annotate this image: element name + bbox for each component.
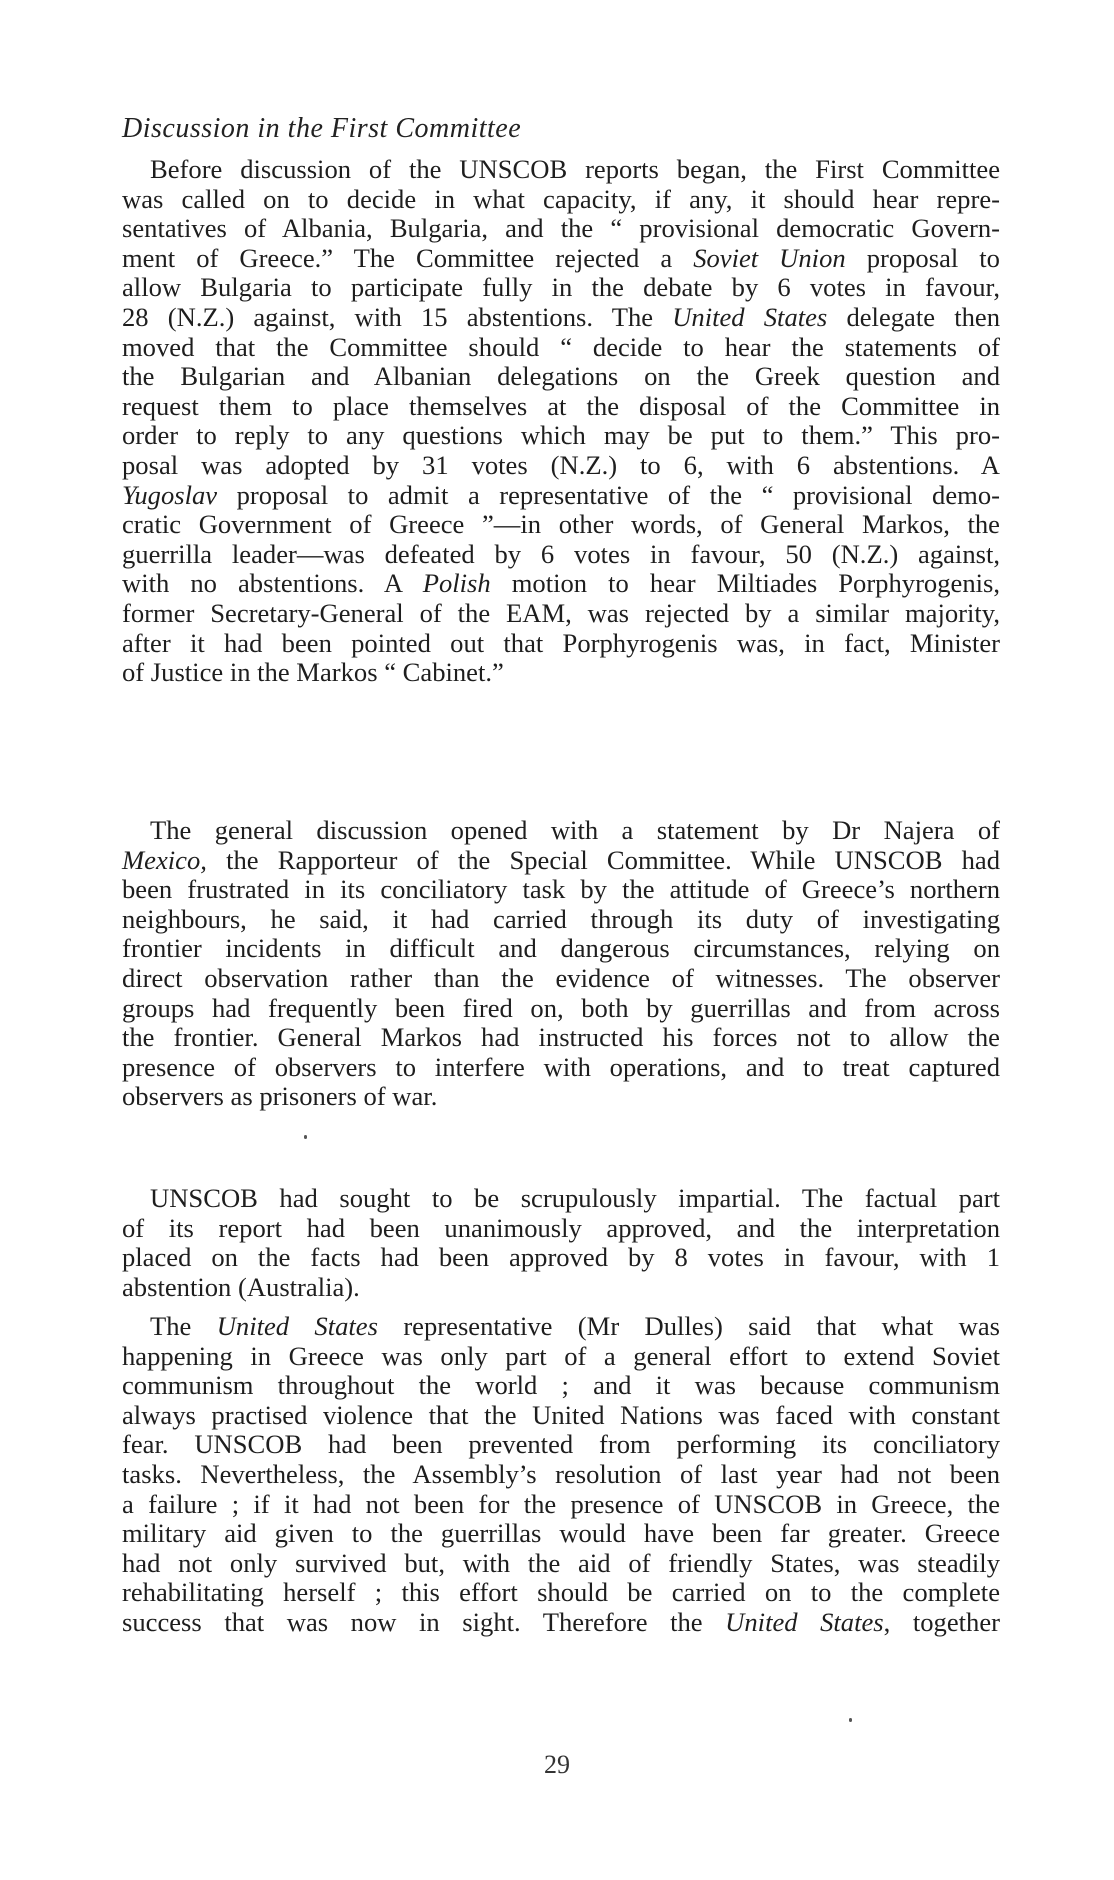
text-line: happening in Greece was only part of a general effort to extend Soviet (122, 1340, 1000, 1371)
text-line: the frontier. General Markos had instructed his forces not to allow the (122, 1022, 1000, 1053)
text-line: The general discussion opened with a statement by Dr Najera of (150, 815, 1000, 845)
text-line: communism throughout the world ; and it was because communism (122, 1370, 1000, 1401)
text-line: UNSCOB had sought to be scrupulously impartial. The factual part (150, 1183, 1000, 1213)
text-line: posal was adopted by 31 votes (N.Z.) to 6, with 6 abstentions. A (122, 449, 1000, 480)
paragraph-3 (122, 1184, 1000, 1302)
paragraph-1 (122, 155, 1000, 688)
text-line: presence of observers to interfere with operations, and to treat captured (122, 1051, 1000, 1082)
text-line: after it had been pointed out that Porphyrogenis was, in fact, Minister (122, 627, 1000, 658)
text-line: Yugoslav proposal to admit a representative of the “ provisional demo- (122, 479, 1000, 510)
text-line: direct observation rather than the evidence of witnesses. The observer (122, 962, 1000, 993)
text-line: had not only survived but, with the aid of friendly States, was steadily (122, 1547, 1000, 1578)
text-line: request them to place themselves at the disposal of the Committee in (122, 390, 1000, 421)
text-line: frontier incidents in difficult and dangerous circumstances, relying on (122, 933, 1000, 964)
text-line: of Justice in the Markos “ Cabinet.” (122, 657, 504, 688)
page-number: 29 (544, 1750, 570, 1779)
text-line: cratic Government of Greece ”—in other words, of General Markos, the (122, 509, 1000, 540)
text-line: observers as prisoners of war. (122, 1081, 438, 1112)
text-line: groups had frequently been fired on, both by guerrillas and from across (122, 992, 1000, 1023)
text-line: fear. UNSCOB had been prevented from performing its conciliatory (122, 1429, 1000, 1460)
text-line: 28 (N.Z.) against, with 15 abstentions. The United States delegate then (122, 301, 1000, 332)
text-line: placed on the facts had been approved by 8 votes in favour, with 1 (122, 1242, 1000, 1273)
text-line: ment of Greece.” The Committee rejected a Soviet Union proposal to (122, 242, 1000, 273)
text-line: tasks. Nevertheless, the Assembly’s resolution of last year had not been (122, 1458, 1000, 1489)
text-line: former Secretary-General of the EAM, was rejected by a similar majority, (122, 597, 1000, 628)
text-line: success that was now in sight. Therefore the United States, together (122, 1606, 1000, 1637)
paragraph-2 (122, 816, 1000, 1112)
text-line: guerrilla leader—was defeated by 6 votes in favour, 50 (N.Z.) against, (122, 538, 1000, 569)
text-line: The United States representative (Mr Dulles) said that what was (150, 1311, 1000, 1341)
print-speck (304, 1135, 307, 1139)
text-line: was called on to decide in what capacity, if any, it should hear repre- (122, 183, 1000, 214)
text-line: always practised violence that the United Nations was faced with constant (122, 1399, 1000, 1430)
text-line: sentatives of Albania, Bulgaria, and the “ provisional democratic Govern- (122, 213, 1000, 244)
text-line: order to reply to any questions which may be put to them.” This pro- (122, 420, 1000, 451)
text-line: military aid given to the guerrillas would have been far greater. Greece (122, 1518, 1000, 1549)
paragraph-4 (122, 1312, 1000, 1638)
print-speck (849, 1718, 852, 1722)
section-heading: Discussion in the First Committee (122, 113, 522, 144)
text-line: allow Bulgaria to participate fully in the debate by 6 votes in favour, (122, 272, 1000, 303)
text-line: with no abstentions. A Polish motion to hear Miltiades Porphyrogenis, (122, 568, 1001, 599)
text-line: been frustrated in its conciliatory task by the attitude of Greece’s northern (122, 874, 1000, 905)
text-line: abstention (Australia). (122, 1271, 360, 1302)
text-line: Mexico, the Rapporteur of the Special Committee. While UNSCOB had (122, 844, 1000, 875)
text-line: the Bulgarian and Albanian delegations on the Greek question and (122, 361, 1000, 392)
text-line: neighbours, he said, it had carried through its duty of investigating (122, 903, 1000, 934)
text-line: of its report had been unanimously approved, and the interpretation (122, 1212, 1000, 1243)
text-line: moved that the Committee should “ decide to hear the statements of (122, 331, 1000, 362)
text-line: Before discussion of the UNSCOB reports began, the First Committee (150, 154, 1000, 184)
text-line: rehabilitating herself ; this effort should be carried on to the complete (122, 1577, 1000, 1608)
text-line: a failure ; if it had not been for the presence of UNSCOB in Greece, the (122, 1488, 1000, 1519)
